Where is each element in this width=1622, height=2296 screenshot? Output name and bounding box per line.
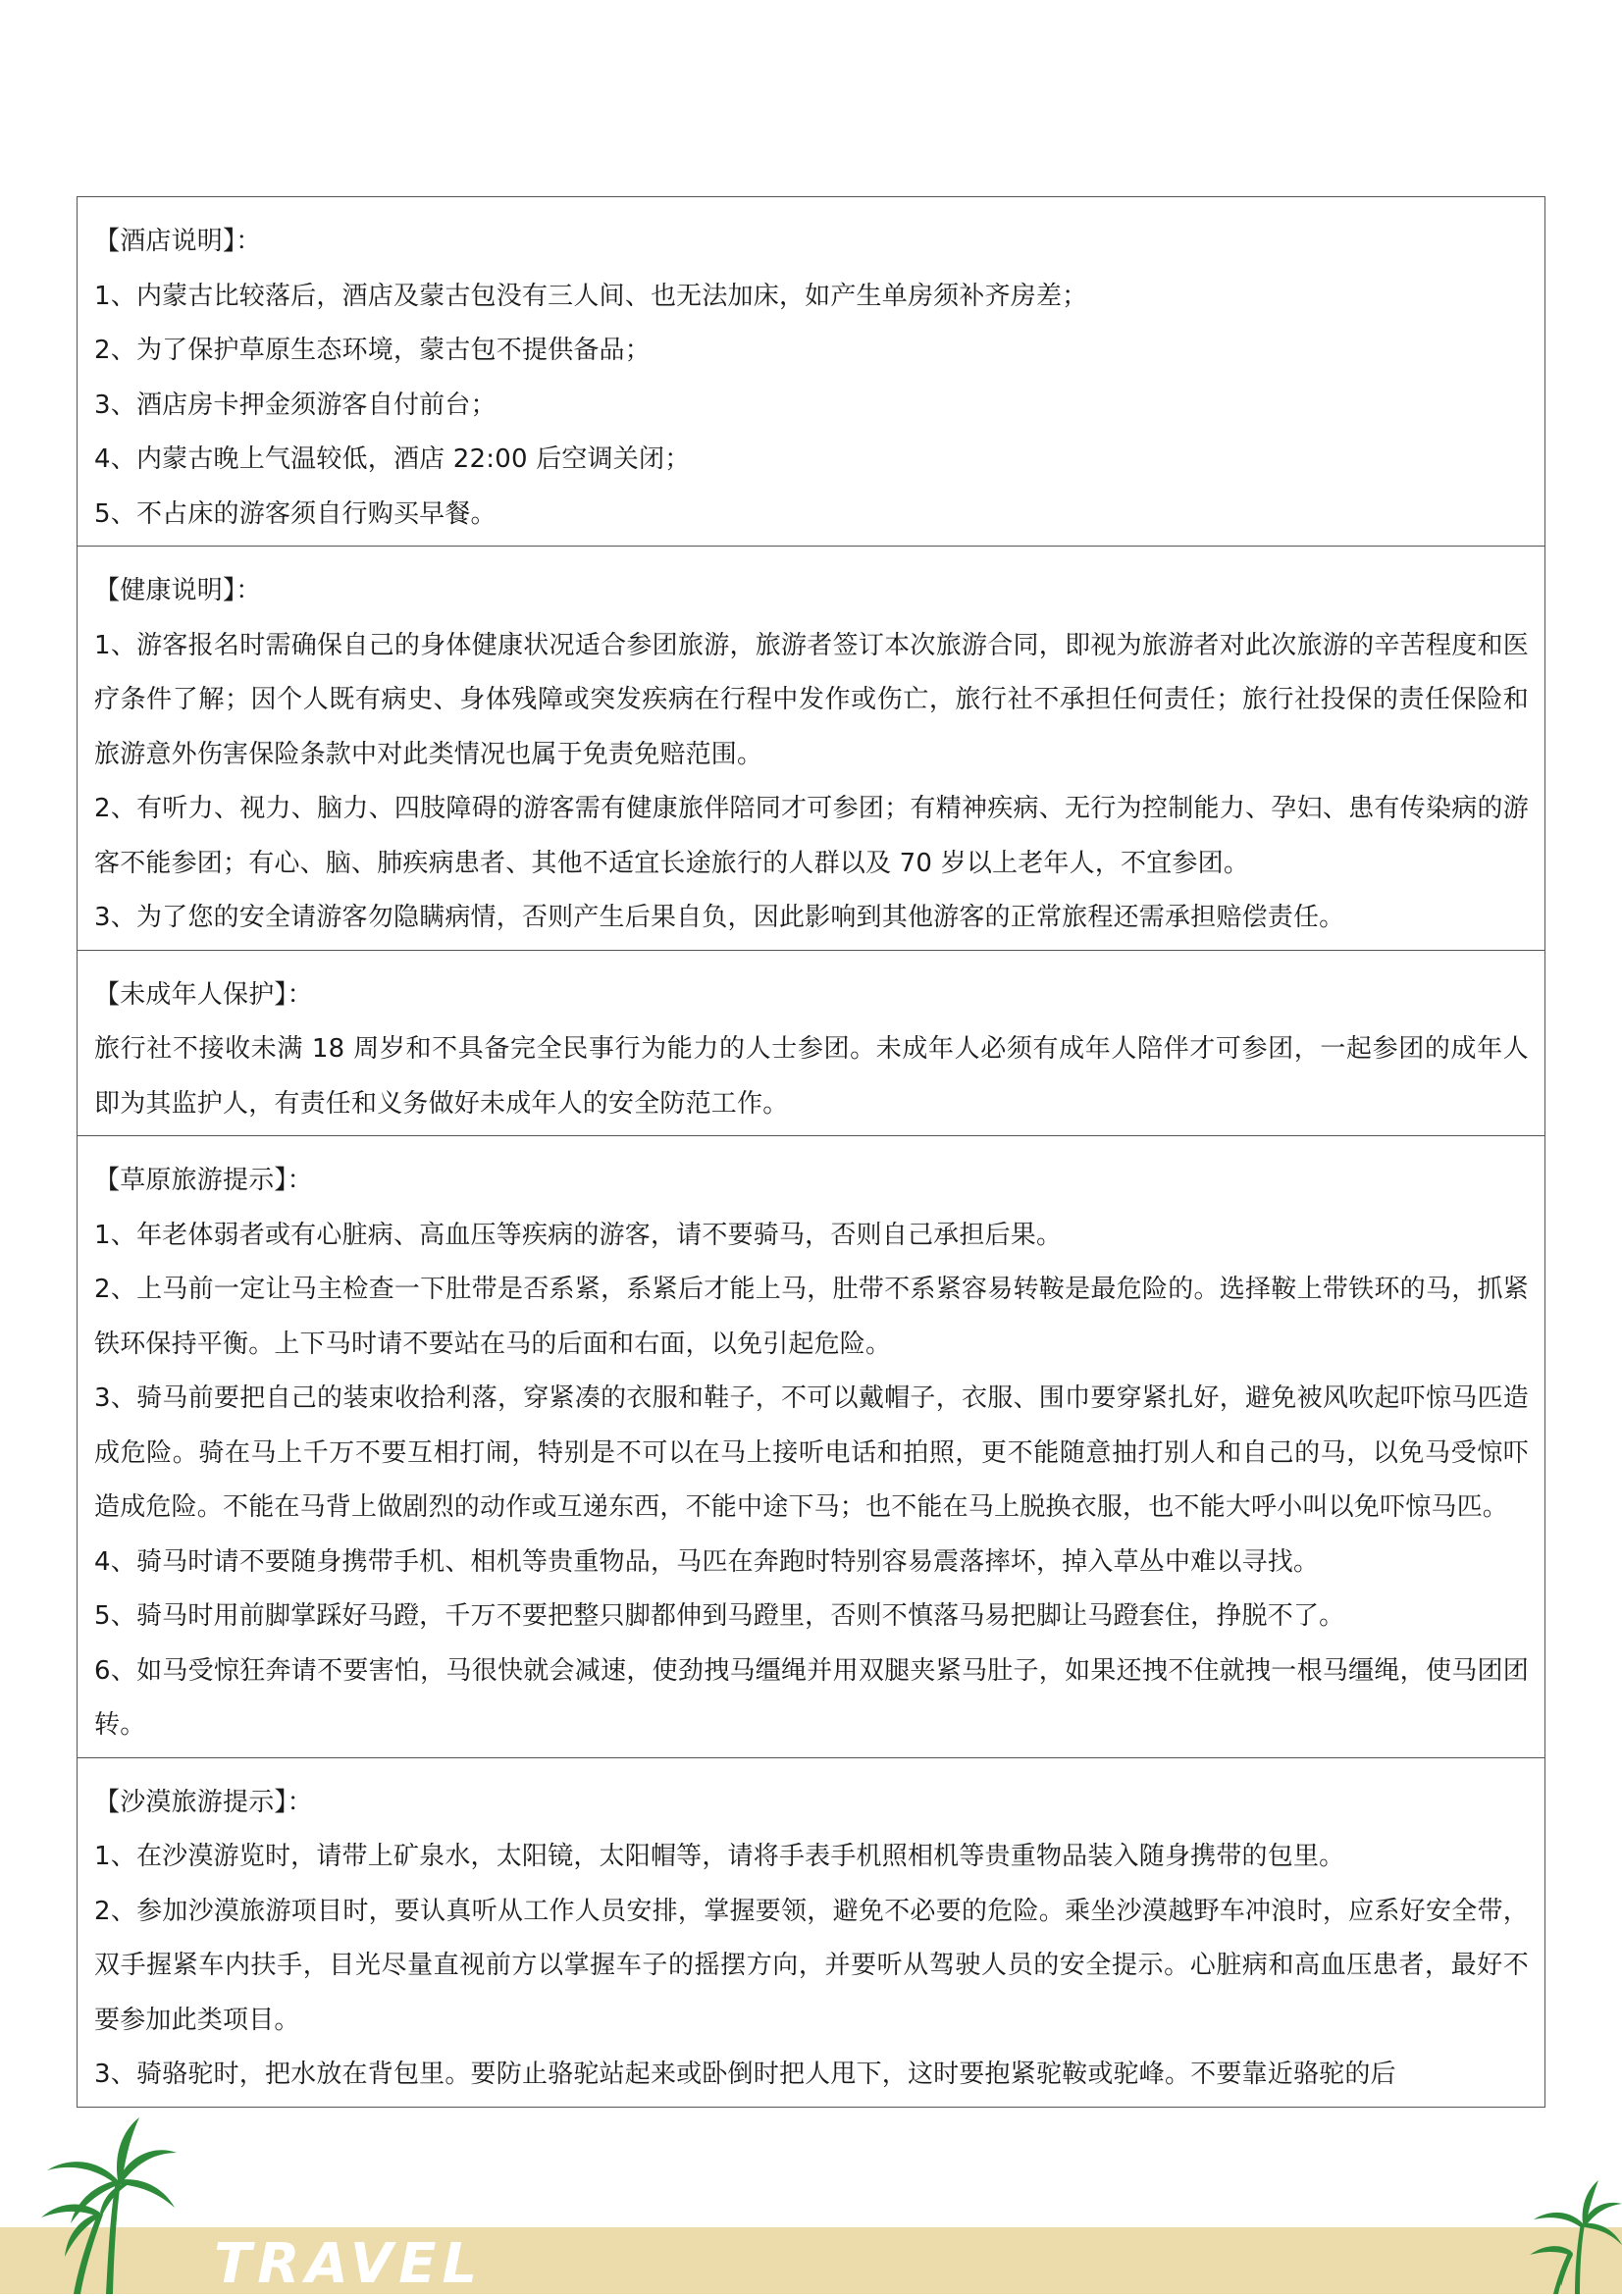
section-line: 6、如马受惊狂奔请不要害怕，马很快就会减速，使劲拽马缰绳并用双腿夹紧马肚子，如果还拽不住就拽一根马缰绳，使马团团转。 (94, 1655, 1529, 1740)
section-line: 1、在沙漠游览时，请带上矿泉水，太阳镜，太阳帽等，请将手表手机照相机等贵重物品装入随身携带的包里。 (94, 1842, 1345, 1871)
section-hotel (78, 197, 1545, 547)
palm-tree-left-icon (20, 2110, 186, 2294)
section-title: 【未成年人保护】： (94, 979, 313, 1010)
section-row-hotel (78, 197, 1545, 547)
section-line: 旅行社不接收未满 18 周岁和不具备完全民事行为能力的人士参团。未成年人必须有成年人陪伴才可参团，一起参团的成年人即为其监护人，有责任和义务做好未成年人的安全防范工作。 (94, 1034, 1529, 1119)
section-line: 2、上马前一定让马主检查一下肚带是否系紧，系紧后才能上马，肚带不系紧容易转鞍是最危险的。选择鞍上带铁环的马，抓紧铁环保持平衡。上下马时请不要站在马的后面和右面，以免引起危险。 (94, 1275, 1529, 1359)
section-line: 1、年老体弱者或有心脏病、高血压等疾病的游客，请不要骑马，否则自己承担后果。 (94, 1220, 1063, 1250)
notice-table (77, 196, 1545, 2108)
section-line: 1、游客报名时需确保自己的身体健康状况适合参团旅游，旅游者签订本次旅游合同，即视为旅游者对此次旅游的辛苦程度和医疗条件了解；因个人既有病史、身体残障或突发疾病在行程中发作或伤亡，旅行社不承担任何责任；旅行社投保的责任保险和旅游意外伤害保险条款中对此类情况也属于免责免赔范围。 (94, 630, 1529, 769)
section-health (78, 547, 1545, 951)
section-line: 4、内蒙古晚上气温较低，酒店 22:00 后空调关闭； (94, 444, 691, 474)
section-line: 1、内蒙古比较落后，酒店及蒙古包没有三人间、也无法加床，如产生单房须补齐房差； (94, 281, 1088, 311)
section-line: 3、为了您的安全请游客勿隐瞒病情，否则产生后果自负，因此影响到其他游客的正常旅程还需承担赔偿责任。 (94, 903, 1345, 932)
section-line: 5、不占床的游客须自行购买早餐。 (94, 498, 497, 529)
section-line: 3、骑马前要把自己的装束收拾利落，穿紧凑的衣服和鞋子，不可以戴帽子，衣服、围巾要穿紧扎好，避免被风吹起吓惊马匹造成危险。骑在马上千万不要互相打闹，特别是不可以在马上接听电话和拍照，更不能随意抽打别人和自己的马，以免马受惊吓造成危险。不能在马背上做剧烈的动作或互递东西，不能中途下马；也不能在马上脱换衣服，也不能大呼小叫以免吓惊马匹。 (94, 1383, 1529, 1522)
section-row-health (78, 547, 1545, 951)
section-row-minor (78, 950, 1545, 1136)
section-line: 2、为了保护草原生态环境，蒙古包不提供备品； (94, 336, 651, 365)
section-line: 3、骑骆驼时，把水放在背包里。要防止骆驼站起来或卧倒时把人甩下，这时要抱紧驼鞍或驼峰。不要靠近骆驼的后 (94, 2060, 1396, 2089)
section-minor-protection (78, 950, 1545, 1136)
section-line: 2、有听力、视力、脑力、四肢障碍的游客需有健康旅伴陪同才可参团；有精神疾病、无行为控制能力、孕妇、患有传染病的游客不能参团；有心、脑、肺疾病患者、其他不适宜长途旅行的人群以及 70 岁以上老年人，不宜参团。 (94, 794, 1529, 878)
section-title: 【酒店说明】： (94, 227, 262, 256)
palm-tree-right-icon (1524, 2176, 1622, 2294)
section-desert-tips (78, 1757, 1545, 2107)
section-title: 【沙漠旅游提示】： (94, 1787, 313, 1817)
section-line: 5、骑马时用前脚掌踩好马蹬，千万不要把整只脚都伸到马蹬里，否则不慎落马易把脚让马蹬套住，挣脱不了。 (94, 1601, 1345, 1631)
section-row-desert (78, 1757, 1545, 2107)
section-line: 3、酒店房卡押金须游客自付前台； (94, 390, 497, 420)
section-title: 【健康说明】： (94, 576, 262, 605)
section-title: 【草原旅游提示】： (94, 1166, 313, 1195)
section-row-grassland (78, 1136, 1545, 1758)
travel-logo: TRAVEL (214, 2232, 484, 2296)
section-line: 4、骑马时请不要随身携带手机、相机等贵重物品，马匹在奔跑时特别容易震落摔坏，掉入草丛中难以寻找。 (94, 1546, 1320, 1577)
section-line: 2、参加沙漠旅游项目时，要认真听从工作人员安排，掌握要领，避免不必要的危险。乘坐沙漠越野车冲浪时，应系好安全带，双手握紧车内扶手，目光尽量直视前方以掌握车子的摇摆方向，并要听从驾驶人员的安全提示。心脏病和高血压患者，最好不要参加此类项目。 (94, 1896, 1529, 2035)
section-grassland-tips (78, 1136, 1545, 1758)
